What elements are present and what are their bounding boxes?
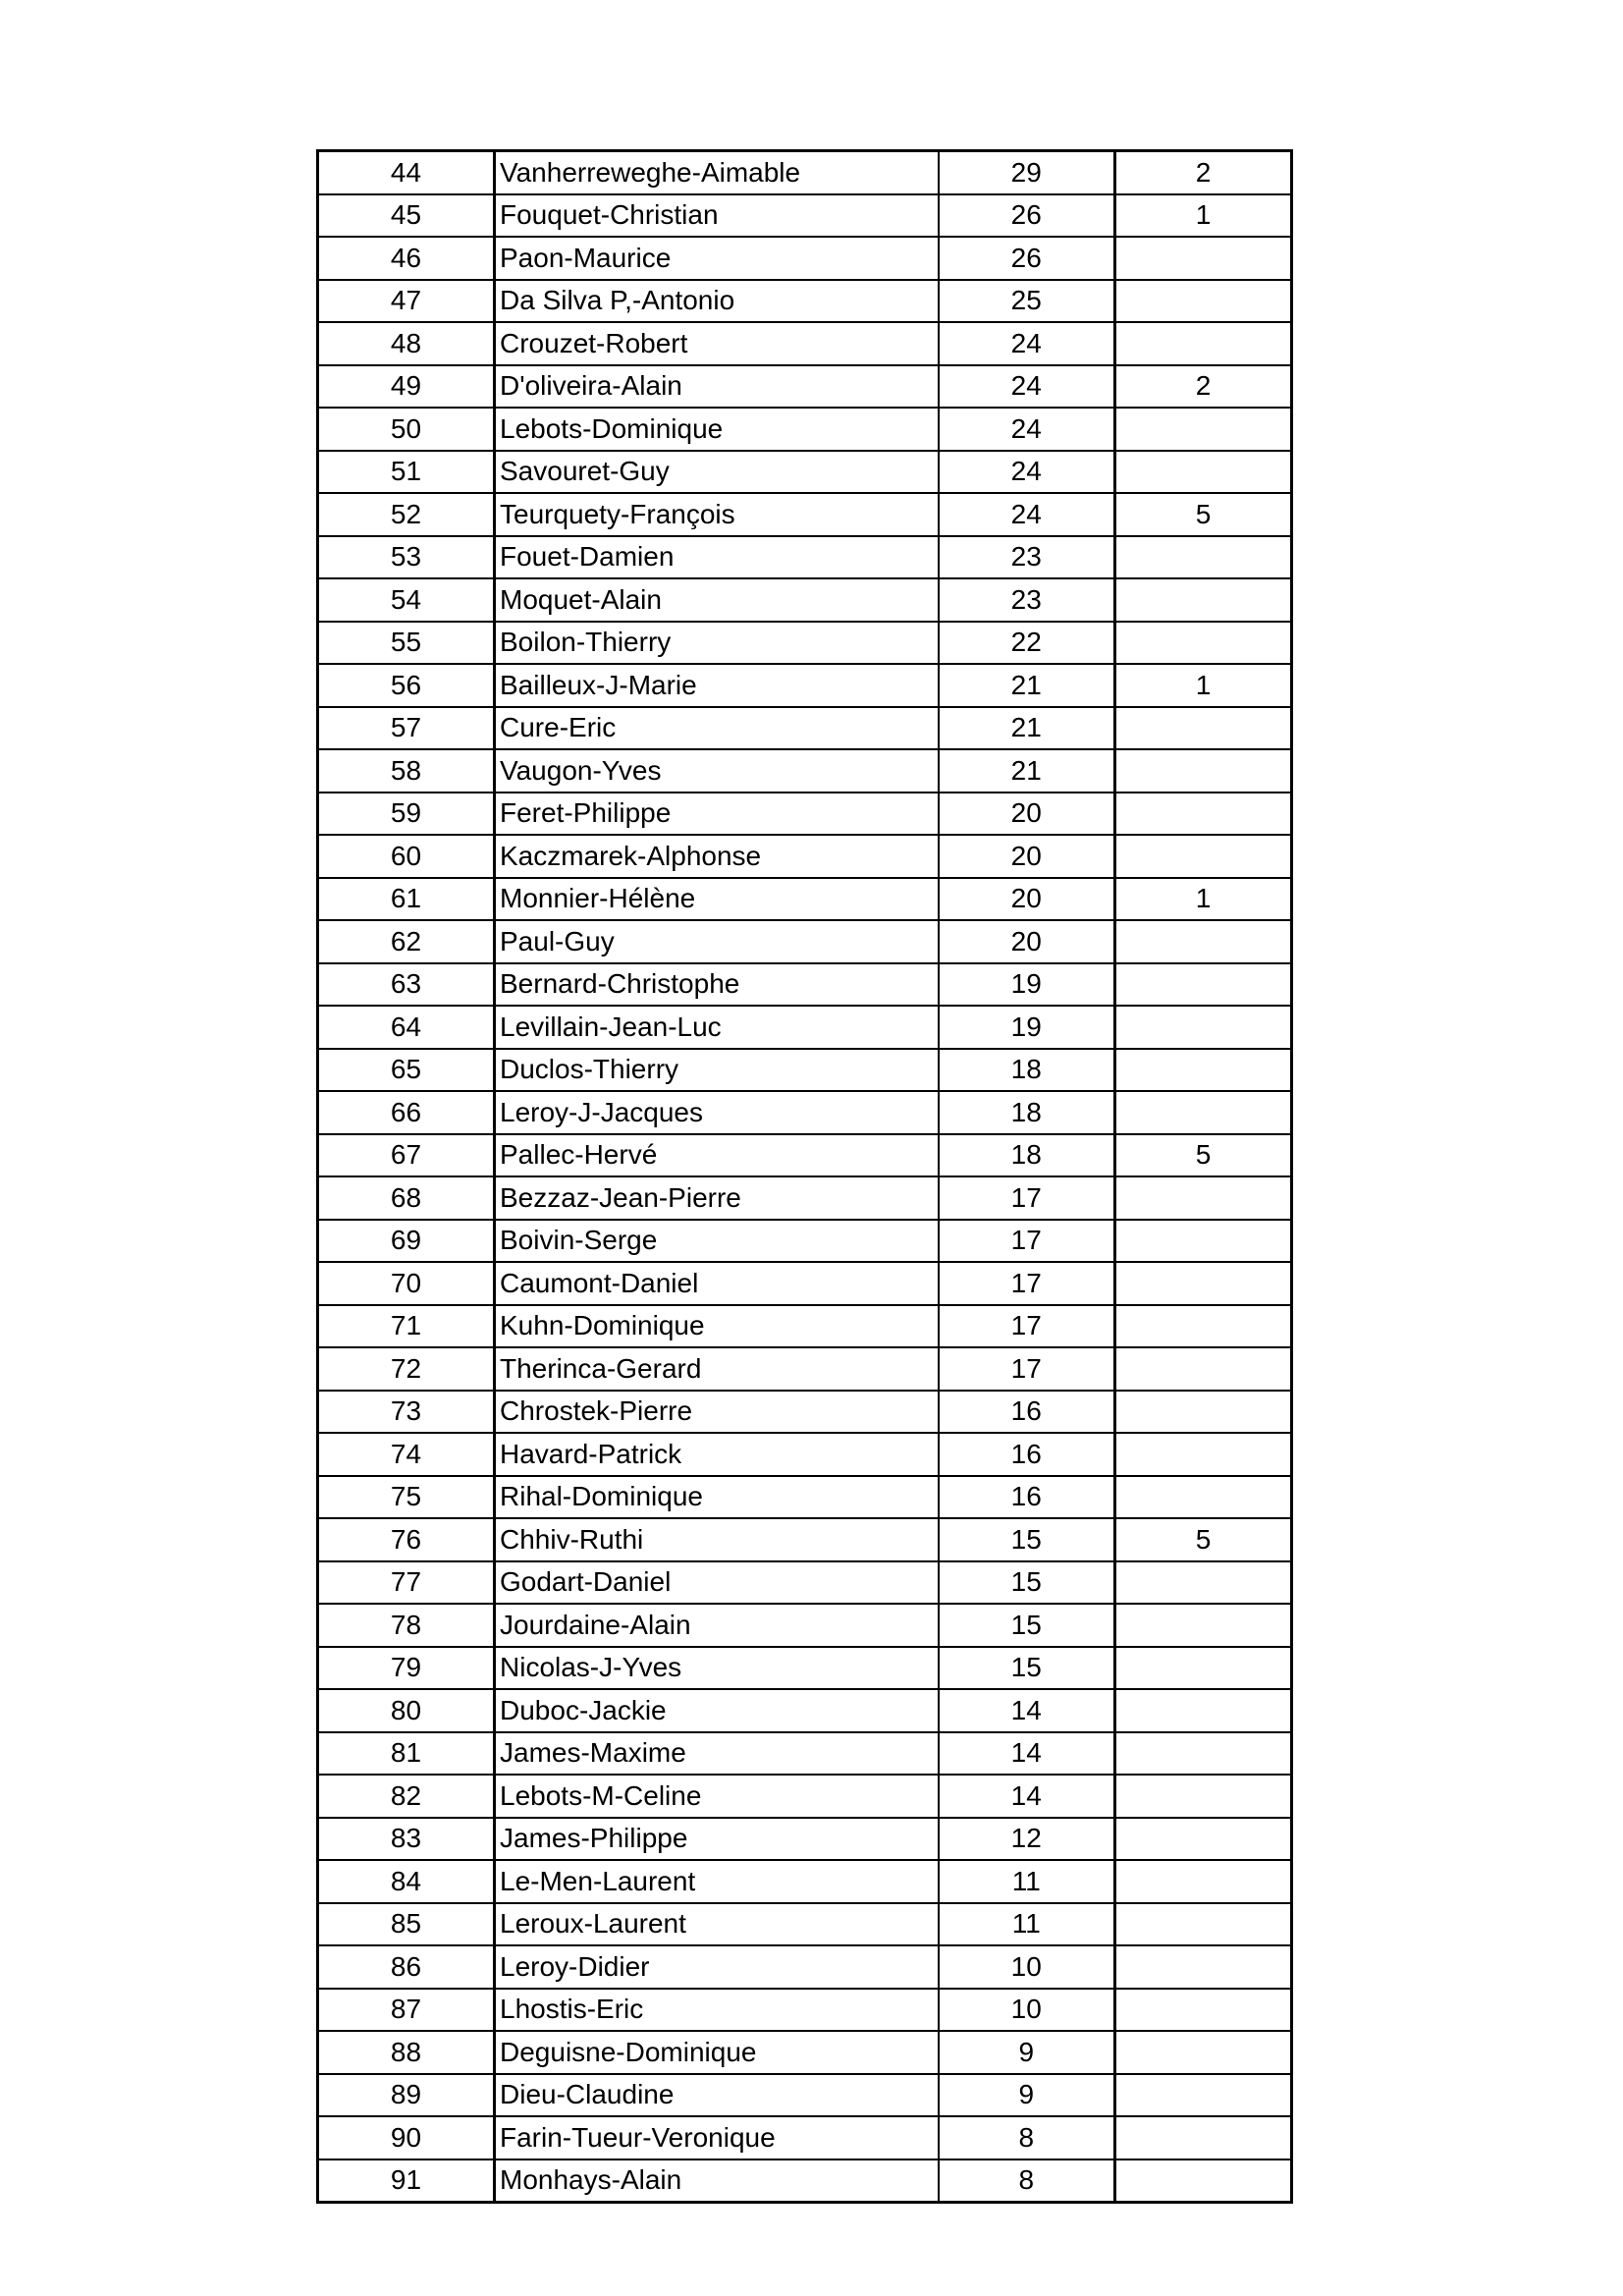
table-row: [318, 1476, 1292, 1519]
rank-cell: 45: [318, 194, 495, 238]
name-cell: Boilon-Thierry: [495, 622, 939, 665]
table-row: [318, 1561, 1292, 1605]
table-row: [318, 1305, 1292, 1348]
extra-cell: [1115, 1391, 1292, 1434]
points-cell: 22: [939, 622, 1115, 665]
rank-cell: 91: [318, 2159, 495, 2203]
extra-cell: [1115, 2031, 1292, 2074]
extra-cell: [1115, 280, 1292, 323]
name-cell: Vaugon-Yves: [495, 749, 939, 793]
extra-cell: 1: [1115, 878, 1292, 921]
rank-cell: 68: [318, 1176, 495, 1220]
name-cell: Paon-Maurice: [495, 237, 939, 280]
rank-cell: 88: [318, 2031, 495, 2074]
extra-cell: [1115, 237, 1292, 280]
name-cell: Savouret-Guy: [495, 451, 939, 494]
name-cell: Leroux-Laurent: [495, 1903, 939, 1946]
extra-cell: [1115, 578, 1292, 622]
rank-cell: 58: [318, 749, 495, 793]
table-row: [318, 878, 1292, 921]
rank-cell: 61: [318, 878, 495, 921]
rank-cell: 50: [318, 408, 495, 451]
rank-cell: 54: [318, 578, 495, 622]
extra-cell: [1115, 451, 1292, 494]
table-row: [318, 749, 1292, 793]
name-cell: Bezzaz-Jean-Pierre: [495, 1176, 939, 1220]
points-cell: 21: [939, 749, 1115, 793]
name-cell: Teurquety-François: [495, 493, 939, 536]
table-row: [318, 365, 1292, 409]
table-row: [318, 1604, 1292, 1647]
table-row: [318, 707, 1292, 750]
points-cell: 8: [939, 2159, 1115, 2203]
extra-cell: [1115, 1945, 1292, 1989]
name-cell: Pallec-Hervé: [495, 1134, 939, 1177]
points-cell: 29: [939, 151, 1115, 194]
extra-cell: [1115, 1476, 1292, 1519]
extra-cell: [1115, 1860, 1292, 1903]
rank-cell: 65: [318, 1049, 495, 1092]
points-cell: 8: [939, 2116, 1115, 2159]
extra-cell: [1115, 1775, 1292, 1818]
points-cell: 16: [939, 1433, 1115, 1476]
rank-cell: 73: [318, 1391, 495, 1434]
extra-cell: [1115, 1220, 1292, 1263]
extra-cell: [1115, 707, 1292, 750]
points-cell: 19: [939, 963, 1115, 1007]
extra-cell: [1115, 1091, 1292, 1134]
rank-cell: 55: [318, 622, 495, 665]
points-cell: 20: [939, 878, 1115, 921]
name-cell: Feret-Philippe: [495, 793, 939, 836]
rank-cell: 78: [318, 1604, 495, 1647]
table-row: [318, 1818, 1292, 1861]
name-cell: Kaczmarek-Alphonse: [495, 835, 939, 878]
rank-cell: 72: [318, 1347, 495, 1391]
extra-cell: [1115, 1347, 1292, 1391]
table-row: [318, 451, 1292, 494]
table-row: [318, 2074, 1292, 2117]
rank-cell: 80: [318, 1689, 495, 1732]
rank-cell: 74: [318, 1433, 495, 1476]
name-cell: Bernard-Christophe: [495, 963, 939, 1007]
name-cell: Duclos-Thierry: [495, 1049, 939, 1092]
name-cell: Duboc-Jackie: [495, 1689, 939, 1732]
points-cell: 24: [939, 451, 1115, 494]
rank-cell: 76: [318, 1518, 495, 1561]
rank-cell: 60: [318, 835, 495, 878]
name-cell: Chrostek-Pierre: [495, 1391, 939, 1434]
name-cell: Lebots-M-Celine: [495, 1775, 939, 1818]
points-cell: 19: [939, 1006, 1115, 1049]
extra-cell: [1115, 1176, 1292, 1220]
table-row: [318, 322, 1292, 365]
points-cell: 15: [939, 1647, 1115, 1690]
name-cell: Deguisne-Dominique: [495, 2031, 939, 2074]
table-row: [318, 1903, 1292, 1946]
name-cell: Crouzet-Robert: [495, 322, 939, 365]
table-row: [318, 280, 1292, 323]
points-cell: 21: [939, 707, 1115, 750]
name-cell: Nicolas-J-Yves: [495, 1647, 939, 1690]
table-row: [318, 920, 1292, 963]
name-cell: Fouet-Damien: [495, 536, 939, 579]
table-row: [318, 1647, 1292, 1690]
rank-cell: 47: [318, 280, 495, 323]
rank-cell: 82: [318, 1775, 495, 1818]
points-cell: 18: [939, 1134, 1115, 1177]
table-row: [318, 578, 1292, 622]
points-cell: 23: [939, 536, 1115, 579]
points-cell: 17: [939, 1347, 1115, 1391]
table-row: [318, 536, 1292, 579]
points-cell: 23: [939, 578, 1115, 622]
extra-cell: [1115, 408, 1292, 451]
rank-cell: 48: [318, 322, 495, 365]
rank-cell: 71: [318, 1305, 495, 1348]
extra-cell: [1115, 1689, 1292, 1732]
rank-cell: 49: [318, 365, 495, 409]
extra-cell: [1115, 835, 1292, 878]
table-row: [318, 1989, 1292, 2032]
rank-cell: 46: [318, 237, 495, 280]
table-row: [318, 1049, 1292, 1092]
rank-cell: 84: [318, 1860, 495, 1903]
table-row: [318, 1006, 1292, 1049]
rank-cell: 56: [318, 664, 495, 707]
table-row: [318, 151, 1292, 194]
name-cell: Therinca-Gerard: [495, 1347, 939, 1391]
table-row: [318, 1860, 1292, 1903]
name-cell: Godart-Daniel: [495, 1561, 939, 1605]
points-cell: 14: [939, 1689, 1115, 1732]
table-row: [318, 1732, 1292, 1776]
rank-cell: 52: [318, 493, 495, 536]
extra-cell: [1115, 793, 1292, 836]
extra-cell: [1115, 1262, 1292, 1305]
extra-cell: 1: [1115, 194, 1292, 238]
name-cell: Caumont-Daniel: [495, 1262, 939, 1305]
table-row: [318, 1689, 1292, 1732]
table-row: [318, 1091, 1292, 1134]
rank-cell: 69: [318, 1220, 495, 1263]
points-cell: 9: [939, 2074, 1115, 2117]
extra-cell: [1115, 749, 1292, 793]
table-row: [318, 2031, 1292, 2074]
points-cell: 17: [939, 1262, 1115, 1305]
name-cell: Paul-Guy: [495, 920, 939, 963]
points-cell: 18: [939, 1091, 1115, 1134]
rank-cell: 53: [318, 536, 495, 579]
extra-cell: [1115, 1989, 1292, 2032]
extra-cell: 2: [1115, 365, 1292, 409]
extra-cell: [1115, 1604, 1292, 1647]
table-row: [318, 622, 1292, 665]
name-cell: Moquet-Alain: [495, 578, 939, 622]
extra-cell: [1115, 1049, 1292, 1092]
points-cell: 15: [939, 1518, 1115, 1561]
table-row: [318, 1945, 1292, 1989]
rank-cell: 62: [318, 920, 495, 963]
extra-cell: [1115, 920, 1292, 963]
rank-cell: 77: [318, 1561, 495, 1605]
rank-cell: 51: [318, 451, 495, 494]
points-cell: 14: [939, 1732, 1115, 1776]
extra-cell: [1115, 1903, 1292, 1946]
points-cell: 10: [939, 1945, 1115, 1989]
rank-cell: 87: [318, 1989, 495, 2032]
points-cell: 14: [939, 1775, 1115, 1818]
points-cell: 15: [939, 1561, 1115, 1605]
points-cell: 17: [939, 1176, 1115, 1220]
name-cell: D'oliveira-Alain: [495, 365, 939, 409]
table-row: [318, 237, 1292, 280]
name-cell: Leroy-Didier: [495, 1945, 939, 1989]
table-row: [318, 1220, 1292, 1263]
rank-cell: 66: [318, 1091, 495, 1134]
points-cell: 18: [939, 1049, 1115, 1092]
points-cell: 24: [939, 493, 1115, 536]
extra-cell: [1115, 963, 1292, 1007]
points-cell: 16: [939, 1391, 1115, 1434]
table-row: [318, 835, 1292, 878]
name-cell: Fouquet-Christian: [495, 194, 939, 238]
name-cell: Monhays-Alain: [495, 2159, 939, 2203]
name-cell: Le-Men-Laurent: [495, 1860, 939, 1903]
extra-cell: [1115, 1732, 1292, 1776]
name-cell: Leroy-J-Jacques: [495, 1091, 939, 1134]
table-row: [318, 1176, 1292, 1220]
rank-cell: 79: [318, 1647, 495, 1690]
name-cell: Cure-Eric: [495, 707, 939, 750]
rank-cell: 64: [318, 1006, 495, 1049]
points-cell: 24: [939, 408, 1115, 451]
name-cell: Da Silva P,-Antonio: [495, 280, 939, 323]
rank-cell: 83: [318, 1818, 495, 1861]
rank-cell: 44: [318, 151, 495, 194]
extra-cell: [1115, 536, 1292, 579]
extra-cell: [1115, 622, 1292, 665]
extra-cell: [1115, 1561, 1292, 1605]
rank-cell: 90: [318, 2116, 495, 2159]
rank-cell: 81: [318, 1732, 495, 1776]
extra-cell: [1115, 1006, 1292, 1049]
name-cell: Farin-Tueur-Veronique: [495, 2116, 939, 2159]
table-row: [318, 1775, 1292, 1818]
points-cell: 24: [939, 365, 1115, 409]
name-cell: Monnier-Hélène: [495, 878, 939, 921]
ranking-table-body: [318, 151, 1292, 2203]
table-row: [318, 493, 1292, 536]
rank-cell: 86: [318, 1945, 495, 1989]
points-cell: 16: [939, 1476, 1115, 1519]
rank-cell: 57: [318, 707, 495, 750]
points-cell: 17: [939, 1220, 1115, 1263]
rank-cell: 59: [318, 793, 495, 836]
table-row: [318, 963, 1292, 1007]
extra-cell: [1115, 2116, 1292, 2159]
points-cell: 20: [939, 920, 1115, 963]
name-cell: Jourdaine-Alain: [495, 1604, 939, 1647]
extra-cell: 5: [1115, 1518, 1292, 1561]
table-row: [318, 1347, 1292, 1391]
points-cell: 21: [939, 664, 1115, 707]
name-cell: Chhiv-Ruthi: [495, 1518, 939, 1561]
table-row: [318, 2159, 1292, 2203]
extra-cell: [1115, 2074, 1292, 2117]
extra-cell: 5: [1115, 493, 1292, 536]
points-cell: 25: [939, 280, 1115, 323]
rank-cell: 63: [318, 963, 495, 1007]
table-row: [318, 1433, 1292, 1476]
name-cell: Vanherreweghe-Aimable: [495, 151, 939, 194]
points-cell: 17: [939, 1305, 1115, 1348]
name-cell: Lhostis-Eric: [495, 1989, 939, 2032]
table-row: [318, 2116, 1292, 2159]
extra-cell: 2: [1115, 151, 1292, 194]
table-row: [318, 408, 1292, 451]
name-cell: Boivin-Serge: [495, 1220, 939, 1263]
points-cell: 10: [939, 1989, 1115, 2032]
rank-cell: 85: [318, 1903, 495, 1946]
extra-cell: [1115, 1433, 1292, 1476]
rank-cell: 89: [318, 2074, 495, 2117]
points-cell: 20: [939, 793, 1115, 836]
points-cell: 11: [939, 1860, 1115, 1903]
table-row: [318, 1391, 1292, 1434]
points-cell: 15: [939, 1604, 1115, 1647]
extra-cell: [1115, 1305, 1292, 1348]
table-row: [318, 664, 1292, 707]
points-cell: 9: [939, 2031, 1115, 2074]
extra-cell: 1: [1115, 664, 1292, 707]
name-cell: Rihal-Dominique: [495, 1476, 939, 1519]
extra-cell: [1115, 1818, 1292, 1861]
points-cell: 26: [939, 237, 1115, 280]
points-cell: 12: [939, 1818, 1115, 1861]
name-cell: Havard-Patrick: [495, 1433, 939, 1476]
ranking-table: [316, 149, 1293, 2204]
table-row: [318, 1518, 1292, 1561]
extra-cell: [1115, 2159, 1292, 2203]
table-row: [318, 1134, 1292, 1177]
name-cell: Levillain-Jean-Luc: [495, 1006, 939, 1049]
extra-cell: 5: [1115, 1134, 1292, 1177]
points-cell: 26: [939, 194, 1115, 238]
points-cell: 11: [939, 1903, 1115, 1946]
extra-cell: [1115, 1647, 1292, 1690]
table-row: [318, 194, 1292, 238]
extra-cell: [1115, 322, 1292, 365]
points-cell: 20: [939, 835, 1115, 878]
name-cell: Lebots-Dominique: [495, 408, 939, 451]
points-cell: 24: [939, 322, 1115, 365]
rank-cell: 70: [318, 1262, 495, 1305]
name-cell: Bailleux-J-Marie: [495, 664, 939, 707]
table-row: [318, 793, 1292, 836]
name-cell: Dieu-Claudine: [495, 2074, 939, 2117]
rank-cell: 75: [318, 1476, 495, 1519]
rank-cell: 67: [318, 1134, 495, 1177]
name-cell: Kuhn-Dominique: [495, 1305, 939, 1348]
table-row: [318, 1262, 1292, 1305]
name-cell: James-Philippe: [495, 1818, 939, 1861]
name-cell: James-Maxime: [495, 1732, 939, 1776]
